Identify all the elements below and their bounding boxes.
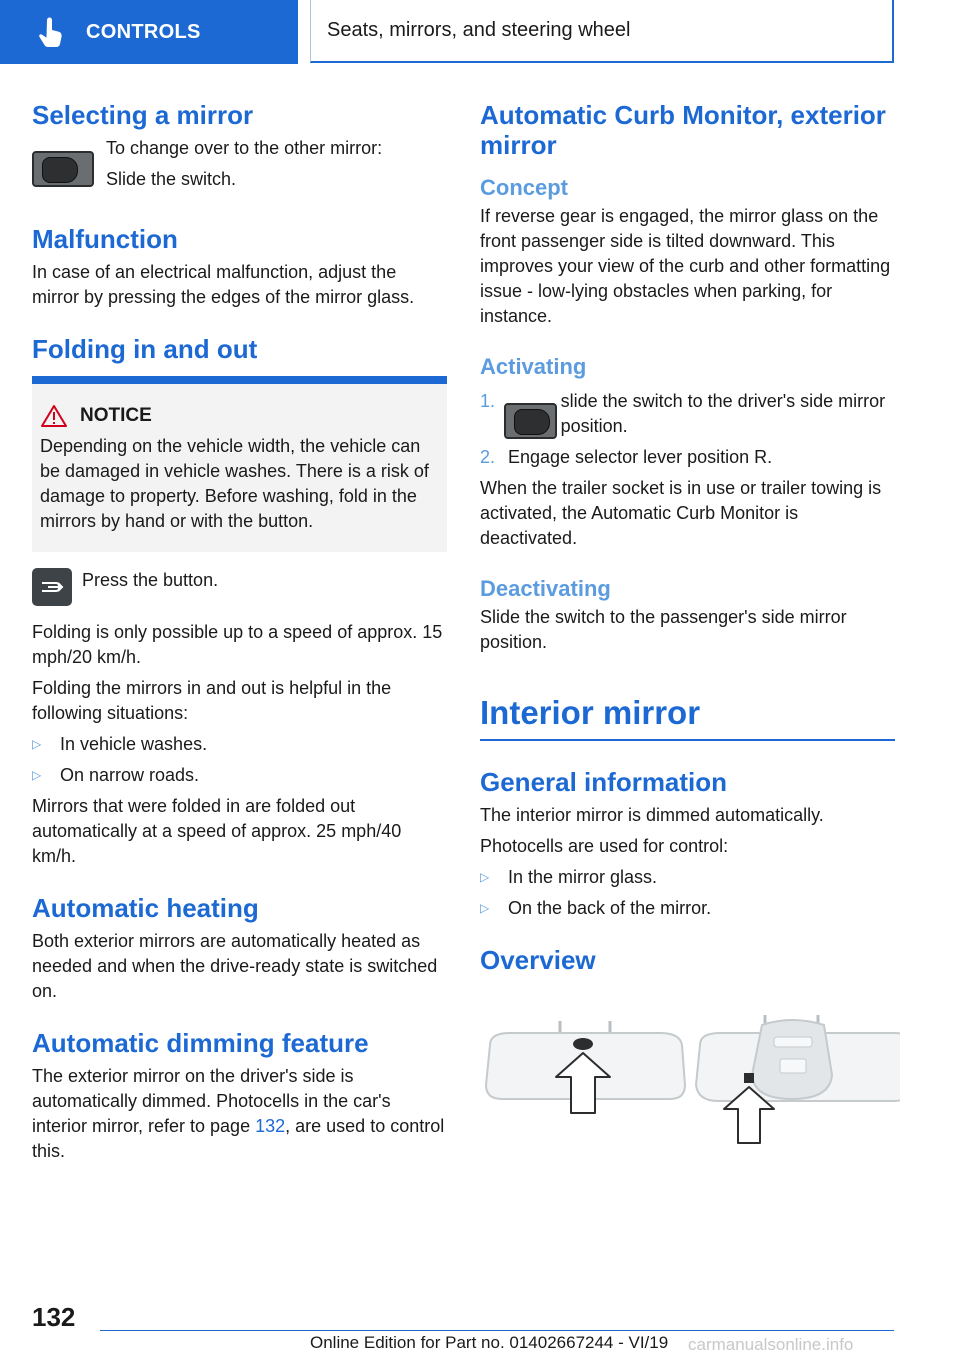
chapter-title: Seats, mirrors, and steering wheel: [327, 19, 631, 41]
footer-divider: [100, 1330, 894, 1331]
notice-title: NOTICE: [80, 405, 152, 426]
triangle-bullet-icon: ▷: [32, 768, 42, 782]
malfunction-text: In case of an electrical malfunction, adjust the mirror by pressing the edges of the mirror glass.: [32, 262, 415, 307]
triangle-bullet-icon: ▷: [480, 901, 490, 915]
heading-curb-monitor: Automatic Curb Monitor, exterior mirror: [480, 100, 886, 160]
heading-folding: Folding in and out: [32, 334, 258, 364]
triangle-bullet-icon: ▷: [480, 870, 490, 884]
page-link[interactable]: 132: [255, 1116, 286, 1136]
footer-edition: Online Edition for Part no. 01402667244 - VI/19: [310, 1333, 669, 1352]
mirror-switch-image: [32, 151, 94, 187]
warning-triangle-icon: [40, 404, 68, 428]
activating-note: When the trailer socket is in use or trailer towing is activated, the Automatic Curb Monitor is deactivated.: [480, 478, 882, 548]
fold-mirror-icon: [39, 577, 65, 597]
selecting-line-2: Slide the switch.: [106, 169, 237, 189]
list-item: ▷ In vehicle washes.: [32, 732, 447, 757]
heading-selecting-mirror: Selecting a mirror: [32, 100, 254, 130]
page-number: 132: [32, 1302, 76, 1332]
section-tab[interactable]: [0, 0, 298, 64]
watermark: carmanualsonline.info: [688, 1335, 854, 1354]
notice-text: Depending on the vehicle width, the vehicle can be damaged in vehicle washes. There is a risk of damage to property. Before washing, fold in the mirrors by hand or with the button.: [40, 436, 429, 531]
list-item: ▷ In the mirror glass.: [480, 865, 895, 890]
mirror-switch-image: [504, 403, 557, 439]
list-item: 2. Engage selector lever position R.: [480, 447, 773, 467]
concept-text: If reverse gear is engaged, the mirror glass on the front passenger side is tilted downward. This improves your view of the curb and other formatting issue - low-lying obstacles when parking, for instance.: [480, 206, 891, 326]
chapter-header: [310, 0, 894, 63]
heading-heating: Automatic heating: [32, 893, 259, 923]
selecting-line-1: To change over to the other mirror:: [106, 138, 383, 158]
photocells-text: Photocells are used for control:: [480, 836, 729, 856]
folding-para-2: Folding the mirrors in and out is helpful in the following situations:: [32, 678, 392, 723]
list-item: ▷ On narrow roads.: [32, 763, 447, 788]
notice-box: [32, 376, 447, 552]
dimming-text: The exterior mirror on the driver's side is automatically dimmed. Photocells in the car's interior mirror, refer to page 132, are used to control this.: [32, 1066, 445, 1161]
list-item: 1. slide the switch to the driver's side mirror position.: [480, 389, 895, 439]
left-column: [32, 100, 447, 1164]
heating-text: Both exterior mirrors are automatically heated as needed and when the drive-ready state is switched on.: [32, 931, 438, 1001]
section-label: CONTROLS: [86, 20, 201, 43]
heading-deactivating: Deactivating: [480, 576, 611, 601]
heading-overview: Overview: [480, 945, 596, 975]
general-text: The interior mirror is dimmed automatically.: [480, 805, 824, 825]
heading-interior-mirror: Interior mirror: [480, 693, 895, 741]
heading-general-information: General information: [480, 767, 728, 797]
interior-mirror-illustration: [480, 1015, 900, 1165]
heading-concept: Concept: [480, 175, 568, 200]
deactivating-text: Slide the switch to the passenger's side mirror position.: [480, 607, 847, 652]
heading-malfunction: Malfunction: [32, 224, 178, 254]
pointing-hand-icon: [34, 15, 68, 49]
heading-dimming: Automatic dimming feature: [32, 1028, 369, 1058]
triangle-bullet-icon: ▷: [32, 737, 42, 751]
fold-button-image: [32, 568, 72, 606]
heading-activating: Activating: [480, 354, 587, 379]
press-button-text: Press the button.: [82, 570, 219, 590]
list-item: ▷ On the back of the mirror.: [480, 896, 895, 921]
folding-para-3: Mirrors that were folded in are folded out automatically at a speed of approx. 25 mph/40 km/h.: [32, 796, 402, 866]
right-column: [480, 100, 895, 1170]
folding-para-1: Folding is only possible up to a speed of approx. 15 mph/20 km/h.: [32, 622, 443, 667]
